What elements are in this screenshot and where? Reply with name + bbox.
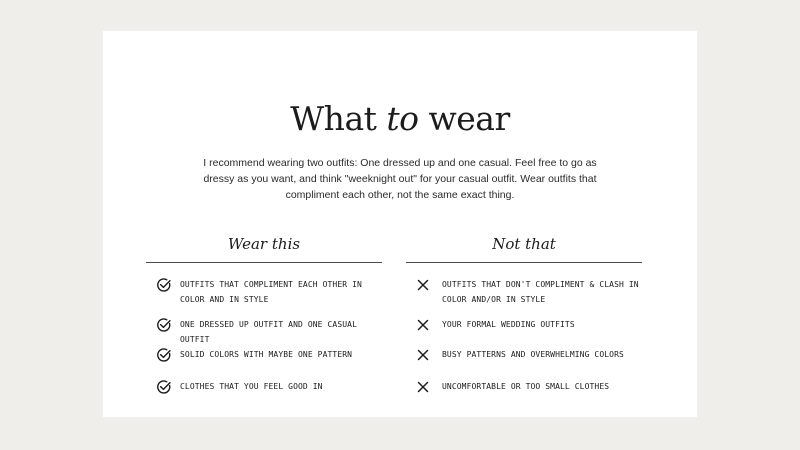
list-item <box>146 277 382 307</box>
wear-this-column <box>146 230 382 391</box>
list-item <box>406 277 642 307</box>
list-item <box>406 347 642 363</box>
page-title <box>103 99 697 138</box>
list-item <box>406 317 642 333</box>
x-icon <box>415 277 431 293</box>
check-circle-icon <box>156 347 172 363</box>
not-item-text: YOUR FORMAL WEDDING OUTFITS <box>442 320 575 329</box>
list-item <box>406 379 642 395</box>
wear-item-text: OUTFITS THAT COMPLIMENT EACH OTHER IN COLOR AND IN STYLE <box>180 280 362 304</box>
wear-item-text: SOLID COLORS WITH MAYBE ONE PATTERN <box>180 350 353 359</box>
check-circle-icon <box>156 277 172 293</box>
title-emphasis: to <box>386 99 419 138</box>
content-card <box>103 31 697 417</box>
check-circle-icon <box>156 379 172 395</box>
wear-item-text: CLOTHES THAT YOU FEEL GOOD IN <box>180 382 323 391</box>
not-that-heading: Not that <box>406 230 642 263</box>
wear-item-text: ONE DRESSED UP OUTFIT AND ONE CASUAL OUTFIT <box>180 320 357 344</box>
check-circle-icon <box>156 317 172 333</box>
not-item-text: OUTFITS THAT DON'T COMPLIMENT & CLASH IN COLOR AND/OR IN STYLE <box>442 280 639 304</box>
title-before: What <box>290 99 387 138</box>
x-icon <box>415 317 431 333</box>
list-item <box>146 379 382 395</box>
x-icon <box>415 347 431 363</box>
list-item <box>146 317 382 347</box>
not-item-text: UNCOMFORTABLE OR TOO SMALL CLOTHES <box>442 382 610 391</box>
intro-paragraph: I recommend wearing two outfits: One dressed up and one casual. Feel free to go as dressy as you want, and think "weeknight out" for your casual outfit. Wear outfits that compliment each other, not the same exact thing. <box>203 157 597 201</box>
title-after: wear <box>418 99 510 138</box>
x-icon <box>415 379 431 395</box>
not-that-column <box>406 230 642 391</box>
list-item <box>146 347 382 363</box>
wear-this-heading: Wear this <box>146 230 382 263</box>
not-item-text: BUSY PATTERNS AND OVERWHELMING COLORS <box>442 350 624 359</box>
